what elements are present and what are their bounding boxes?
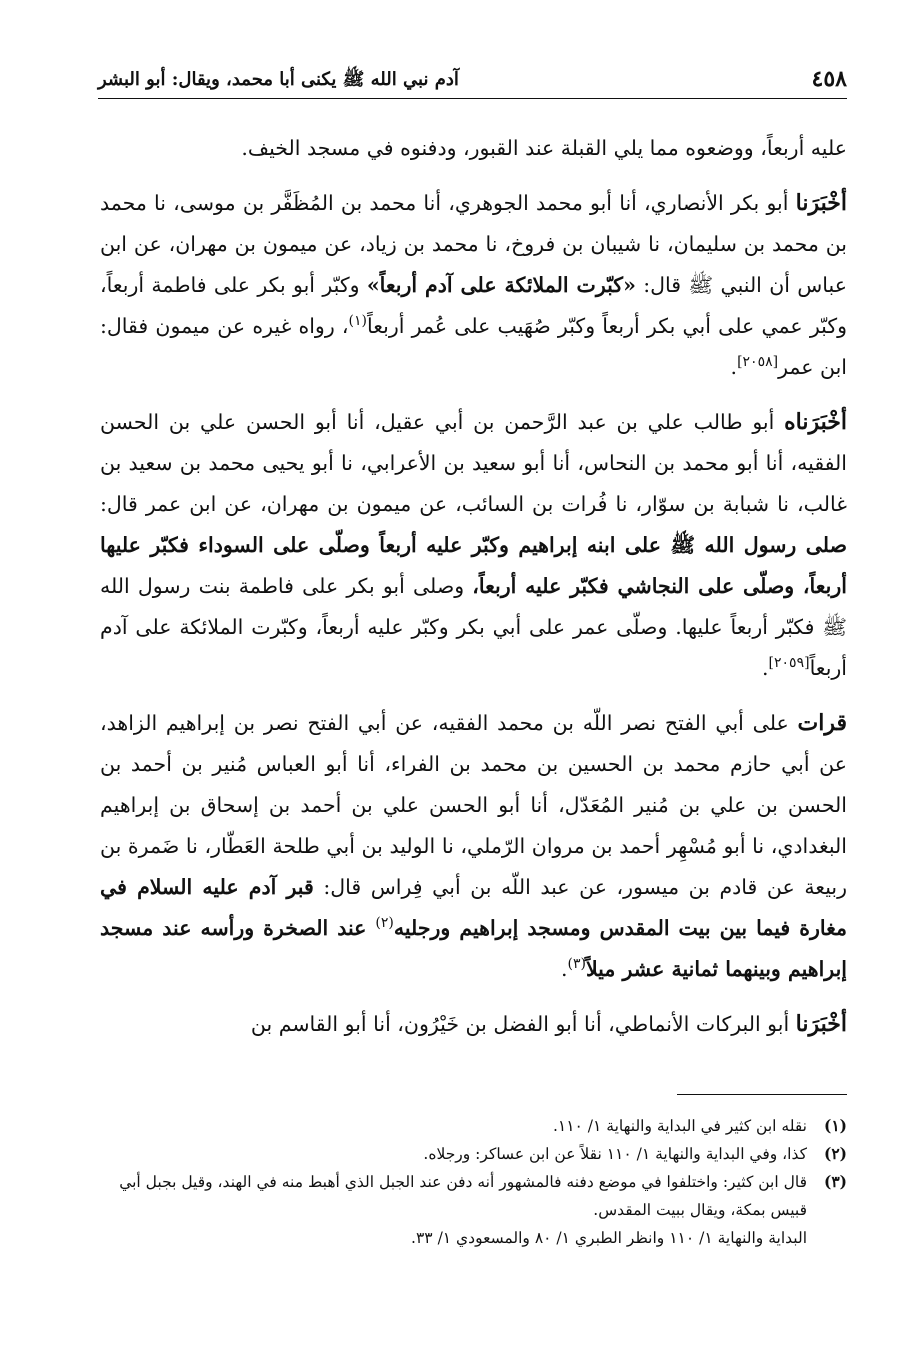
paragraph-3-text: أبو طالب علي بن عبد الرَّحمن بن أبي عقيل، أنا أبو الحسن علي بن الحسن الفقيه، أنا أبو محمد بن النحاس، أنا أبو سعيد بن الأعرابي، نا أبو يحيى محمد بن سعيد بن غالب، نا شبابة بن سوّار، نا فُرات بن السائب، عن ميمون بن مهران، عن ابن عمر قال: (100, 410, 847, 516)
footnote-number: (١) (823, 1116, 847, 1135)
paragraph-4-bold: قبر آدم عليه السلام في مغارة فيما بين بيت المقدس ومسجد إبراهيم ورجليه (100, 875, 847, 940)
paragraph-4-text: على أبي الفتح نصر اللّه بن محمد الفقيه، عن أبي الفتح نصر بن إبراهيم الزاهد، عن أبي حازم محمد بن الحسين بن محمد بن الفراء، أنا أبو العباس مُنير بن أحمد بن الحسن بن علي بن مُنير المُعَدّل، أنا أبو الحسن علي بن أحمد بن إسحاق بن إبراهيم البغدادي، نا أبو مُسْهِر أحمد بن مروان الرّملي، نا الوليد بن أبي طلحة العَطّار، نا ضَمرة بن ربيعة عن قادم بن ميسور، عن عبد اللّه بن أبي فِراس قال: (100, 711, 847, 899)
paragraph-4-lead: قرات (797, 710, 847, 736)
paragraph-3-lead: أخْبَرَناه (784, 409, 847, 435)
hadith-number-2058: [٢٠٥٨] (737, 354, 779, 371)
footnote-continuation: البداية والنهاية ١/ ١١٠ وانظر الطبري ١/ ٨٠ والمسعودي ١/ ٣٣. (411, 1229, 807, 1247)
paragraph-4-end: . (560, 957, 568, 981)
footnote-divider (677, 1094, 847, 1095)
footnote-2 (100, 1140, 847, 1168)
paragraph-2-text-3: ، رواه غيره عن ميمون فقال: ابن عمر (100, 314, 847, 379)
footnote-ref-1: (١) (348, 313, 368, 330)
footnote-number: (٣) (823, 1172, 847, 1191)
paragraph-4-bold-2: عند الصخرة ورأسه عند مسجد إبراهيم وبينهما ثمانية عشر ميلاً (100, 916, 847, 981)
hadith-number-2059: [٢٠٥٩] (768, 655, 810, 672)
paragraph-5 (100, 1004, 847, 1045)
page-number: ٤٥٨ (811, 66, 847, 92)
footnote-1 (100, 1112, 847, 1140)
paragraph-2-end: . (730, 355, 738, 379)
paragraph-1 (100, 128, 847, 169)
paragraph-2-lead: أخْبَرَنا (795, 190, 847, 216)
paragraph-2-text-2: وكبّر أبو بكر على فاطمة أربعاً، وكبّر عمي على أبي بكر أربعاً وكبّر صُهَيب على عُمر أربعاً (100, 273, 848, 338)
paragraph-3 (100, 402, 847, 689)
footnotes (100, 1112, 847, 1252)
footnote-ref-3: (٣) (567, 956, 586, 973)
main-text (100, 128, 847, 1059)
footnote-ref-2: (٢) (375, 915, 394, 932)
paragraph-2-text: أبو بكر الأنصاري، أنا أبو محمد الجوهري، أنا محمد بن المُظَفَّر بن موسى، نا محمد بن محمد بن سليمان، نا شيبان بن فروخ، نا محمد بن زياد، عن ميمون بن مهران، عن ابن عباس أن النبي ﷺ قال: (100, 191, 847, 297)
header-title: آدم نبي الله ﷺ يكنى أبا محمد، ويقال: أبو البشر (98, 69, 459, 90)
hadith-quote: «كبّرت الملائكة على آدم أربعاً» (366, 273, 636, 297)
paragraph-3-text-2: وصلى أبو بكر على فاطمة بنت رسول الله ﷺ فكبّر أربعاً عليها. وصلّى عمر على أبي بكر وكبّر عليه أربعاً، وكبّرت الملائكة على آدم أربعاً (100, 574, 847, 680)
paragraph-5-lead: أخْبَرَنا (795, 1011, 847, 1037)
footnote-number: (٢) (823, 1144, 847, 1163)
paragraph-2 (100, 183, 847, 388)
paragraph-3-end: . (762, 656, 769, 680)
running-header (98, 66, 847, 99)
footnote-3 (100, 1168, 847, 1224)
paragraph-5-text: أبو البركات الأنماطي، أنا أبو الفضل بن خَيْرُون، أنا أبو القاسم بن (250, 1012, 796, 1036)
paragraph-4 (100, 703, 847, 990)
footnote-text: قال ابن كثير: واختلفوا في موضع دفنه فالمشهور أنه دفن عند الجبل الذي أهبط منه في الهند، وقيل بجبل أبي قبيس بمكة، ويقال ببيت المقدس. (119, 1173, 807, 1219)
paragraph-1-text: عليه أربعاً، ووضعوه مما يلي القبلة عند القبور، ودفنوه في مسجد الخيف. (241, 136, 847, 160)
paragraph-3-bold: صلى رسول الله ﷺ على ابنه إبراهيم وكبّر عليه أربعاً وصلّى على السوداء فكبّر عليها أربعاً، وصلّى على النجاشي فكبّر عليه أربعاً، (100, 533, 847, 598)
footnote-text: كذا، وفي البداية والنهاية ١/ ١١٠ نقلاً عن ابن عساكر: ورجلاه. (423, 1145, 807, 1163)
footnote-text: نقله ابن كثير في البداية والنهاية ١/ ١١٠. (552, 1117, 807, 1135)
